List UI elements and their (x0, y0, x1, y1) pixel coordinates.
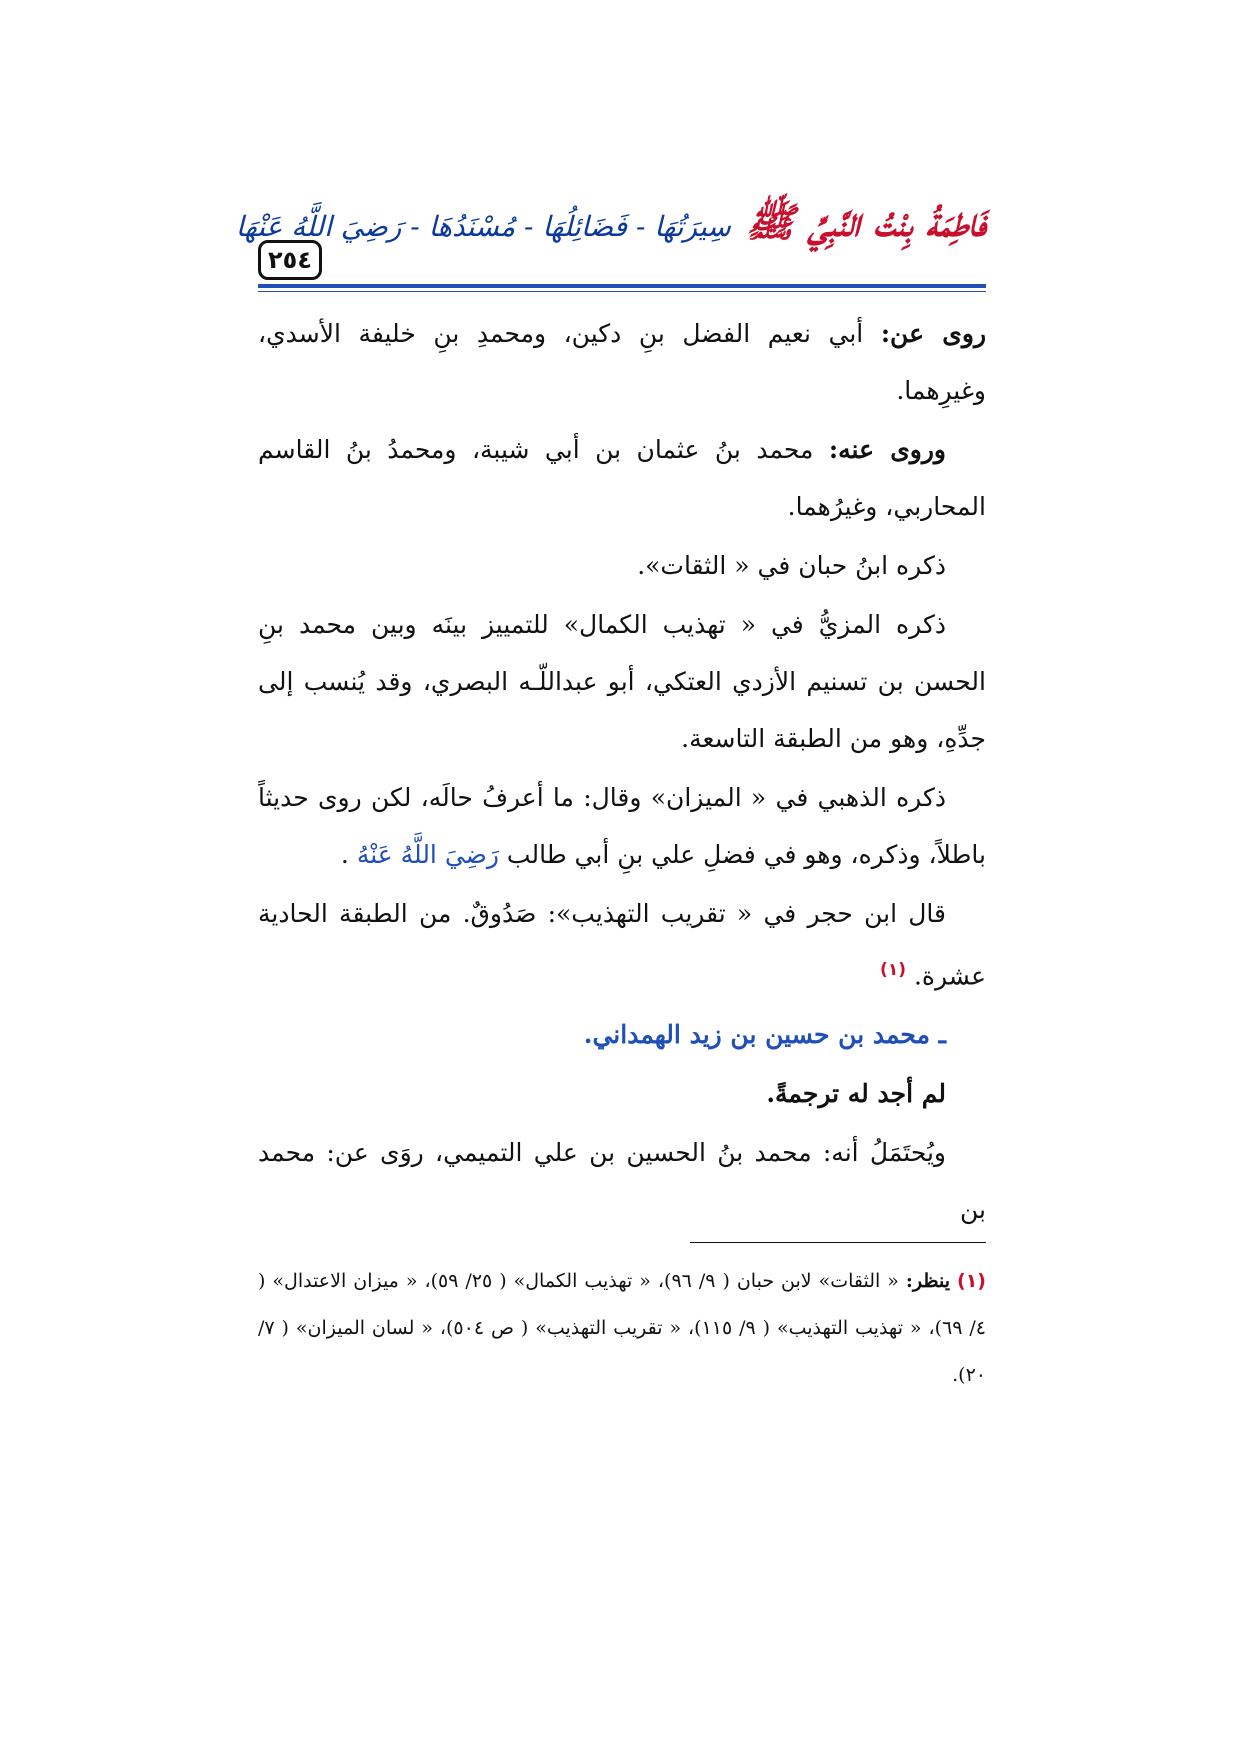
footnote-text: « الثقات» لابن حبان ( ٩/ ٩٦)، « تهذيب الكمال» ( ٢٥/ ٥٩)، « ميزان الاعتدال» ( ٤/ ٦٩)، « تهذيب التهذيب» ( ٩/ ١١٥)، « تقريب التهذيب» ( ص ٥٠٤)، « لسان الميزان» ( ٧/ ٢٠). (258, 1270, 986, 1386)
paragraph-possibly: ويُحتَمَلُ أنه: محمد بنُ الحسين بن علي التميمي، روَى عن: محمد بن (258, 1138, 986, 1225)
footnote-reference[interactable]: (١) (880, 960, 906, 980)
page-header (235, 198, 986, 282)
paragraph-no-biography: لم أجد له ترجمةً. (766, 1079, 946, 1109)
paragraph-dhahabi (258, 769, 986, 883)
ibn-hajar-text: قال ابن حجر في « تقريب التهذيب»: صَدُوقٌ. من الطبقة الحادية عشرة. (258, 899, 986, 991)
paragraph-mizzi: ذكره المزيُّ في « تهذيب الكمال» للتمييز بينَه وبين محمد بنِ الحسن بن تسنيم الأزدي العتكي، أبو عبداللّـه البصري، وقد يُنسب إلى جدِّهِ، وهو من الطبقة التاسعة. (258, 610, 986, 753)
dhahabi-end: . (340, 840, 349, 869)
narrated-from-label: روى عن: (880, 319, 987, 348)
book-title-main: فَاطِمَةُ بِنْتُ النَّبِيِّ ﷺ (746, 199, 986, 246)
main-text (258, 305, 986, 1240)
paragraph-narrated-by (258, 421, 986, 535)
footnote-divider (690, 1242, 986, 1243)
footnote (258, 1258, 986, 1399)
header-divider (258, 284, 986, 292)
narrated-from-text: أبي نعيم الفضل بنِ دكين، ومحمدِ بنِ خليفة الأسدي، وغيرِهما. (258, 319, 986, 405)
dhahabi-text: ذكره الذهبي في « الميزان» وقال: ما أعرفُ حالَه، لكن روى حديثاً باطلاً، وذكره، وهو في فضلِ علي بنِ أبي طالب (258, 783, 986, 869)
paragraph-narrated-from (258, 305, 986, 419)
narrated-by-label: وروى عنه: (828, 435, 946, 464)
paragraph-ibn-hajar (258, 885, 986, 1004)
page-number: ٢٥٤ (258, 240, 322, 280)
book-title-subtitle: سِيرَتُهَا - فَضَائِلُهَا - مُسْنَدُهَا - رَضِيَ اللَّهُ عَنْهَا (235, 210, 731, 243)
narrator-heading: ـ محمد بن حسين بن زيد الهمداني. (583, 1020, 946, 1050)
honorific: رَضِيَ اللَّهُ عَنْهُ (356, 840, 499, 869)
footnote-label: ينظر: (905, 1270, 951, 1292)
paragraph-ibn-hibban: ذكره ابنُ حبان في « الثقات». (637, 551, 946, 580)
footnote-number: (١) (957, 1270, 986, 1292)
narrated-by-text: محمد بنُ عثمان بن أبي شيبة، ومحمدُ بنُ القاسم المحاربي، وغيرُهما. (258, 435, 986, 521)
